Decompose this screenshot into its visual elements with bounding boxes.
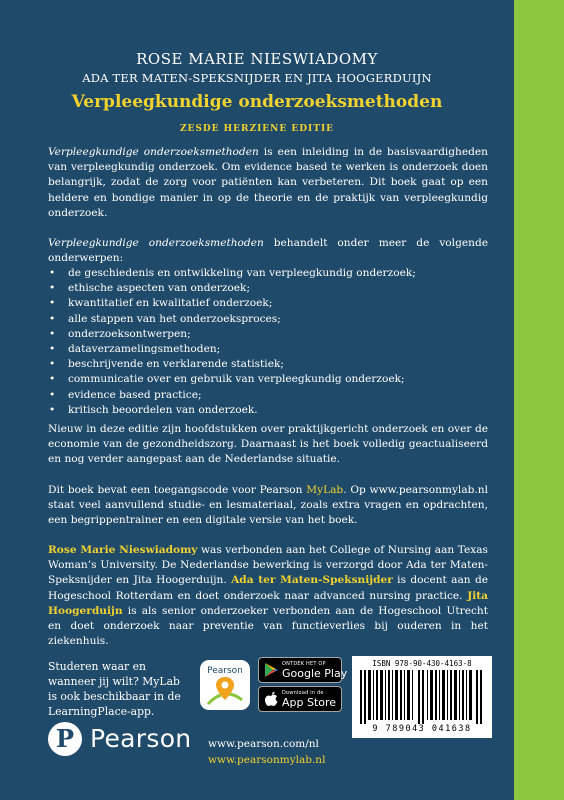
pearson-logo xyxy=(48,722,190,762)
app-tile-label: Pearson xyxy=(207,666,243,676)
bio-text-2: is docent aan de Hogeschool Rotterdam en doet onderzoek naar advanced nursing practice. xyxy=(48,574,489,602)
book-title: Verpleegkundige onderzoeksmethoden xyxy=(71,92,443,112)
topics-intro xyxy=(48,236,488,266)
isbn-barcode xyxy=(352,656,492,738)
google-play-icon xyxy=(264,662,279,678)
author-main: ROSE MARIE NIESWIADOMY xyxy=(136,50,378,68)
bio-text-3: is als senior onderzoeker verbonden aan de Hogeschool Utrecht en doet onderzoek naar preventie van functieverlies bij ouderen in het ziekenhuis. xyxy=(48,604,488,648)
topic-item: • dataverzamelingsmethoden; xyxy=(48,342,488,357)
bio-paragraph xyxy=(48,543,488,649)
intro-text: is een inleiding in de basisvaardigheden van verpleegkundig onderzoek. Om evidence based te werken is onderzoek doen belangrijk, zodat de zorg voor patiënten kan verbeteren. Dit boek gaat op een heldere en bondige manier in op de theorie en de praktijk van verpleegkundig onderzoek. xyxy=(48,146,488,219)
topic-item: • beschrijvende en verklarende statistiek; xyxy=(48,357,488,372)
topic-item: • kwantitatief en kwalitatief onderzoek; xyxy=(48,296,488,311)
topic-item: • ethische aspecten van onderzoek; xyxy=(48,281,488,296)
apple-icon xyxy=(264,691,279,707)
access-paragraph xyxy=(48,483,488,529)
topic-item: • kritisch beoordelen van onderzoek. xyxy=(48,403,488,418)
google-play-label: Google Play xyxy=(282,667,348,680)
topics-list xyxy=(48,266,488,418)
topics-book-title: Verpleegkundige onderzoeksmethoden xyxy=(48,237,264,249)
barcode-icon xyxy=(360,670,484,724)
topic-item: • communicatie over en gebruik van verpleegkundig onderzoek; xyxy=(48,372,488,387)
topic-item: • onderzoeksontwerpen; xyxy=(48,327,488,342)
barcode-digits: 9 789043 041638 xyxy=(372,724,472,734)
google-play-badge[interactable] xyxy=(258,657,348,683)
isbn-label: ISBN 978-90-430-4163-8 xyxy=(372,659,472,668)
map-pin-icon xyxy=(200,660,250,710)
green-spine-strip xyxy=(514,0,564,800)
bio-name-nieswiadomy: Rose Marie Nieswiadomy xyxy=(48,544,198,556)
app-store-small-text: Download in de xyxy=(282,690,324,696)
bio-name-hoogerduijn: Jita Hoogerduijn xyxy=(48,589,488,617)
intro-book-title: Verpleegkundige onderzoeksmethoden xyxy=(48,146,259,158)
bio-name-ter-maten: Ada ter Maten-Speksnijder xyxy=(231,574,393,587)
topic-item: • de geschiedenis en ontwikkeling van verpleegkundig onderzoek; xyxy=(48,266,488,281)
access-after: . Op www.pearsonmylab.nl staat veel aanvullend studie- en lesmateriaal, zoals extra vragen en opdrachten, een begrippentrainer en een digitale versie van het boek. xyxy=(48,484,488,527)
pearson-url[interactable]: www.pearson.com/nl xyxy=(208,738,319,750)
bio-text-1: was verbonden aan het College of Nursing aan Texas Woman’s University. De Nederlandse bewerking is verzorgd door Ada ter Maten-Speksnijder en Jita Hoogerduijn. xyxy=(48,544,488,587)
mylab-brand: MyLab xyxy=(306,484,344,496)
app-store-badge[interactable] xyxy=(258,686,342,712)
intro-paragraph xyxy=(48,145,488,221)
google-play-small-text: ONTDEK HET OP xyxy=(282,661,326,667)
new-edition-paragraph: Nieuw in deze editie zijn hoofdstukken over praktijkgericht onderzoek en over de economie van de gezondheidszorg. Daarnaast is het boek volledig geactualiseerd en nog verder aangepast aan de Nederlandse situatie. xyxy=(48,423,488,466)
topics-lead: behandelt onder meer de volgende onderwerpen: xyxy=(48,237,488,265)
topic-item: • alle stappen van het onderzoeksproces; xyxy=(48,312,488,327)
learningplace-app-icon[interactable] xyxy=(200,660,250,710)
authors-secondary: ADA TER MATEN-SPEKSNIJDER EN JITA HOOGERDUIJN xyxy=(82,71,432,85)
pearsonmylab-url[interactable]: www.pearsonmylab.nl xyxy=(208,754,326,766)
learningplace-promo: Studeren waar en wanneer jij wilt? MyLab is ook beschikbaar in de LearningPlace-app. xyxy=(48,660,181,718)
edition-label: ZESDE HERZIENE EDITIE xyxy=(179,124,335,134)
access-before: Dit boek bevat een toegangscode voor Pearson xyxy=(48,484,307,496)
topic-item: • evidence based practice; xyxy=(48,388,488,403)
app-store-label: App Store xyxy=(282,696,337,709)
pearson-p-letter: P xyxy=(55,724,75,753)
pearson-wordmark: Pearson xyxy=(90,724,192,753)
